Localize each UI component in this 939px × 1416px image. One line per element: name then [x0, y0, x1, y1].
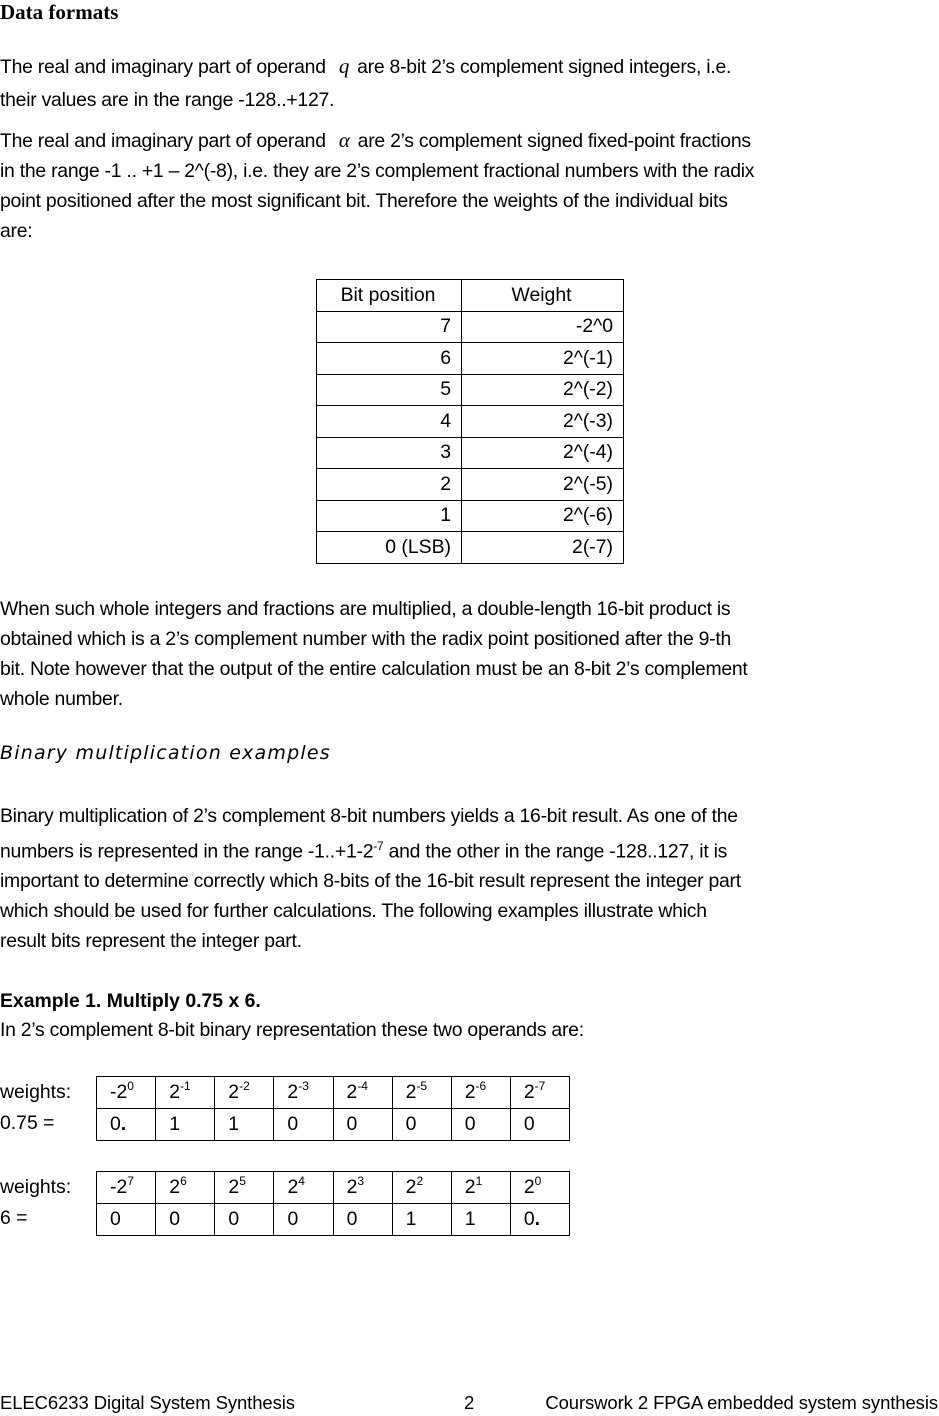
bits-row	[97, 1204, 570, 1236]
bit-position-cell: 2	[317, 469, 462, 501]
text-span: The real and imaginary part of operand	[0, 130, 326, 152]
footer-document-title: Courswork 2 FPGA embedded system synthesis	[545, 1392, 938, 1413]
paragraph-line	[0, 125, 936, 156]
paragraph-line: point positioned after the most significant bit. Therefore the weights of the individual bits	[0, 190, 728, 212]
weight-cell: $2^{-7}$	[510, 1077, 569, 1109]
weight-cell: -2^0	[462, 311, 624, 343]
bit-cell: 0	[392, 1109, 451, 1141]
footer-page-number: 2	[464, 1392, 475, 1413]
weight-cell: $2^2$	[392, 1172, 451, 1204]
paragraph-line: whole number.	[0, 688, 123, 710]
column-header-weight: Weight	[462, 280, 624, 312]
bit-cell: 1	[215, 1109, 274, 1141]
table-row	[317, 437, 624, 469]
section-heading: Data formats	[0, 0, 119, 24]
column-header-bit-position: Bit position	[317, 280, 462, 312]
paragraph-line: their values are in the range -128..+127.	[0, 89, 335, 111]
example-1-text: In 2’s complement 8-bit binary representation these two operands are:	[0, 1019, 584, 1041]
weights-label: weights:	[0, 1081, 72, 1103]
bit-position-cell: 6	[317, 343, 462, 375]
weight-cell: $2^6$	[156, 1172, 215, 1204]
weight-cell: 2^(-3)	[462, 406, 624, 438]
bit-cell: 0	[510, 1109, 569, 1141]
table-row	[317, 500, 624, 532]
radix-point: .	[120, 1113, 127, 1135]
radix-point: .	[534, 1208, 541, 1230]
paragraph-line: Binary multiplication of 2’s complement 8-bit numbers yields a 16-bit result. As one of the	[0, 805, 738, 827]
operand-value-label: 0.75 =	[0, 1112, 55, 1134]
paragraph-product	[0, 594, 936, 714]
text-span: The real and imaginary part of operand	[0, 56, 326, 78]
footer-course-title: ELEC6233 Digital System Synthesis	[0, 1392, 295, 1413]
subheading-binary-multiplication: Binary multiplication examples	[0, 742, 331, 764]
bits-row	[97, 1109, 570, 1141]
weight-cell: $-2^7$	[97, 1172, 156, 1204]
text-span: are 8-bit 2’s complement signed integers, i.e.	[357, 56, 732, 78]
bit-cell: 0	[274, 1204, 333, 1236]
weights-row	[97, 1077, 570, 1109]
bit-position-cell: 1	[317, 500, 462, 532]
bit-cell: 0	[156, 1204, 215, 1236]
bit-position-cell: 0 (LSB)	[317, 532, 462, 564]
weight-cell: $2^3$	[333, 1172, 392, 1204]
paragraph-line: When such whole integers and fractions are multiplied, a double-length 16-bit product is	[0, 598, 731, 620]
table-row	[317, 343, 624, 375]
paragraph-binary-multiplication	[0, 801, 936, 956]
paragraph-operand-q	[0, 51, 936, 115]
bit-cell: 1	[392, 1204, 451, 1236]
weight-cell: 2^(-4)	[462, 437, 624, 469]
paragraph-line	[0, 831, 936, 866]
text-span: are 2’s complement signed fixed-point fractions	[357, 130, 751, 152]
weight-cell: $2^{-5}$	[392, 1077, 451, 1109]
paragraph-line: which should be used for further calculations. The following examples illustrate which	[0, 900, 707, 923]
bit-cell: 1	[451, 1204, 510, 1236]
weight-cell: $2^{-2}$	[215, 1077, 274, 1109]
weight-cell: $-2^0$	[97, 1077, 156, 1109]
weight-cell: 2^(-5)	[462, 469, 624, 501]
symbol-q: q	[338, 54, 350, 78]
weight-cell: $2^{-3}$	[274, 1077, 333, 1109]
table-row	[317, 311, 624, 343]
weight-cell: $2^{-6}$	[451, 1077, 510, 1109]
paragraph-line: obtained which is a 2’s complement number with the radix point positioned after the 9-th	[0, 628, 732, 650]
paragraph-line	[0, 51, 936, 82]
weight-cell: 2(-7)	[462, 532, 624, 564]
operand-value-label: 6 =	[0, 1207, 28, 1229]
table-row	[317, 532, 624, 564]
table-header-row	[317, 280, 624, 312]
paragraph-line: in the range -1 .. +1 – 2^(-8), i.e. they are 2’s complement fractional numbers with the radix	[0, 160, 755, 182]
bit-cell: 0	[333, 1204, 392, 1236]
bit-cell: 0.	[97, 1109, 156, 1141]
weight-cell: 2^(-6)	[462, 500, 624, 532]
weight-cell: $2^5$	[215, 1172, 274, 1204]
weight-cell: $2^{-1}$	[156, 1077, 215, 1109]
bit-position-cell: 4	[317, 406, 462, 438]
weights-label: weights:	[0, 1176, 72, 1198]
paragraph-line: bit. Note however that the output of the entire calculation must be an 8-bit 2’s complement	[0, 658, 748, 680]
superscript: -7	[373, 839, 384, 853]
paragraph-line: important to determine correctly which 8-bits of the 16-bit result represent the integer part	[0, 870, 741, 893]
paragraph-operand-alpha	[0, 125, 936, 246]
table-row	[317, 374, 624, 406]
bit-cell: 0	[215, 1204, 274, 1236]
text-span: numbers is represented in the range -1..+1-2	[0, 840, 374, 863]
paragraph-line: are:	[0, 220, 33, 242]
weights-row	[97, 1172, 570, 1204]
bit-cell: 0	[451, 1109, 510, 1141]
bit-cell: 0	[274, 1109, 333, 1141]
bit-cell: 0.	[510, 1204, 569, 1236]
weight-cell: $2^1$	[451, 1172, 510, 1204]
weight-cell: $2^0$	[510, 1172, 569, 1204]
bit-weight-table	[316, 279, 624, 564]
weight-cell: $2^{-4}$	[333, 1077, 392, 1109]
weight-cell: 2^(-2)	[462, 374, 624, 406]
text-span: and the other in the range -128..127, it is	[383, 840, 728, 863]
bit-cell: 0	[97, 1204, 156, 1236]
table-row	[317, 406, 624, 438]
bit-cell: 0	[333, 1109, 392, 1141]
example-1-title: Example 1. Multiply 0.75 x 6.	[0, 990, 261, 1012]
weight-cell: 2^(-1)	[462, 343, 624, 375]
table-row	[317, 469, 624, 501]
bit-position-cell: 5	[317, 374, 462, 406]
operand-1-bit-table	[96, 1076, 570, 1141]
bit-position-cell: 7	[317, 311, 462, 343]
weight-cell: $2^4$	[274, 1172, 333, 1204]
operand-2-bit-table	[96, 1171, 570, 1236]
symbol-alpha: α	[338, 128, 350, 152]
paragraph-line: result bits represent the integer part.	[0, 930, 302, 953]
bit-cell: 1	[156, 1109, 215, 1141]
bit-position-cell: 3	[317, 437, 462, 469]
